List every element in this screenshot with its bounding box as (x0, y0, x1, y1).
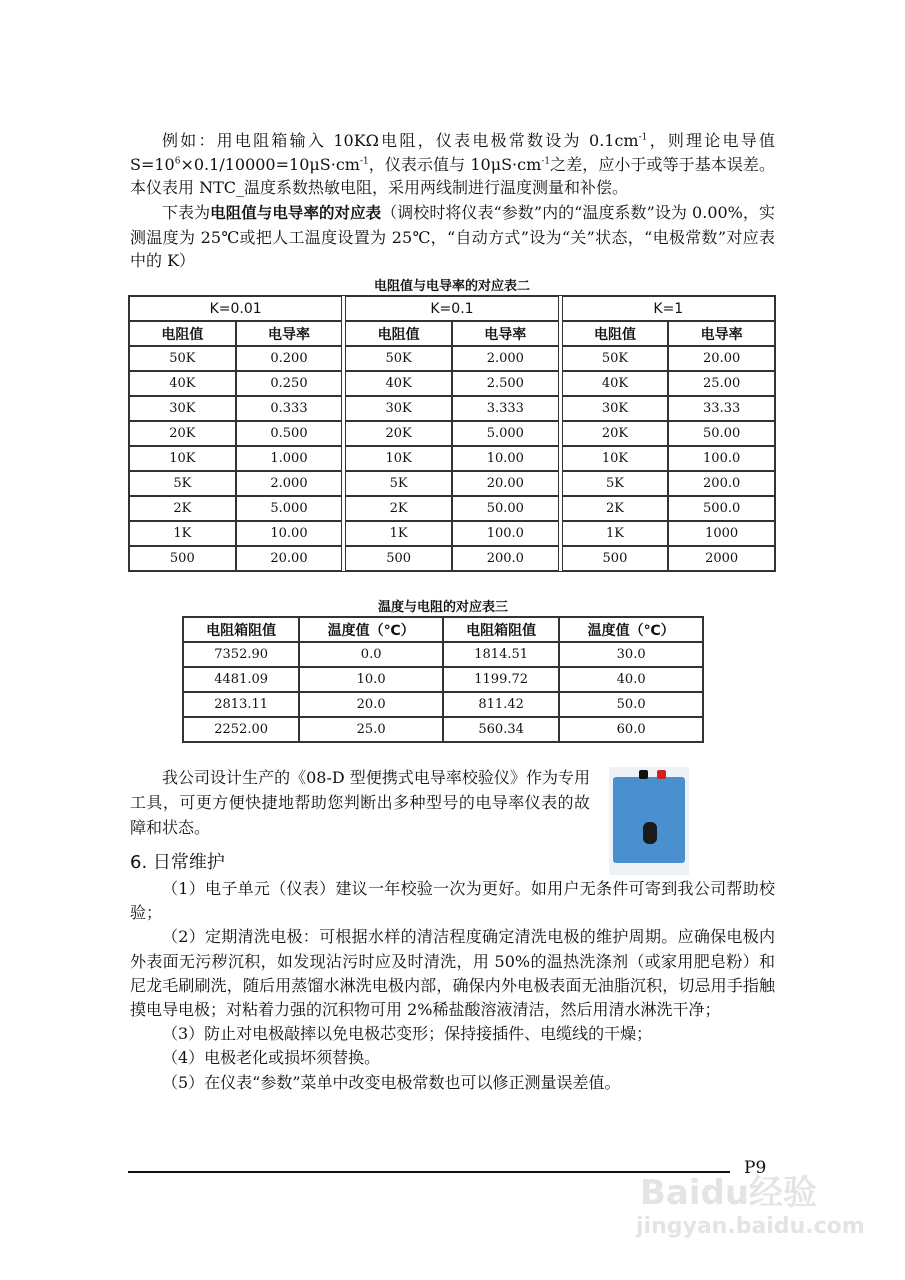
table-cell: 1K (129, 521, 236, 546)
table-cell: 10.00 (236, 521, 343, 546)
table-cell: 1K (345, 521, 452, 546)
table-cell: 500 (345, 546, 452, 571)
group-header: K=0.01 (129, 296, 342, 321)
table3-caption: 温度与电阻的对应表三 (377, 600, 508, 615)
red-terminal-icon (657, 770, 666, 779)
table-row (129, 346, 775, 371)
table-row (129, 396, 775, 421)
table-cell: 1814.51 (443, 642, 559, 667)
table-cell: 7352.90 (183, 642, 299, 667)
table-cell: 30K (562, 396, 669, 421)
table-cell: 200.0 (668, 471, 775, 496)
table-cell: 1.000 (236, 446, 343, 471)
table-row (183, 692, 703, 717)
table-cell: 50.00 (452, 496, 559, 521)
table-cell: 10.0 (299, 667, 443, 692)
table-cell: 5K (562, 471, 669, 496)
intro-paragraph-1 (130, 129, 775, 200)
table-cell: 25.00 (668, 371, 775, 396)
list-item: （4）电极老化或损坏须替换。 (162, 1048, 381, 1068)
table-cell: 2000 (668, 546, 775, 571)
bold-text: 电阻值与电导率的对应表 (210, 204, 382, 222)
table-cell: 20K (345, 421, 452, 446)
table-cell: 2.000 (236, 471, 343, 496)
table-cell: 500 (562, 546, 669, 571)
group-header: K=0.1 (345, 296, 558, 321)
table2-caption: 电阻值与电导率的对应表二 (373, 279, 530, 294)
column-header: 电阻箱阻值 (443, 617, 559, 642)
watermark-brand: Baidu经验 (640, 1173, 818, 1213)
table-cell: 20K (129, 421, 236, 446)
table-cell: 4481.09 (183, 667, 299, 692)
table-row (129, 521, 775, 546)
text: -1 (359, 156, 369, 167)
text: ，则理论电导值 S=10 (130, 131, 775, 174)
table-row (129, 371, 775, 396)
table-cell: 2K (129, 496, 236, 521)
table-cell: 20.00 (236, 546, 343, 571)
table-row (183, 717, 703, 742)
table-cell: 500 (129, 546, 236, 571)
column-header: 电阻值 (562, 321, 669, 346)
table-cell: 5.000 (452, 421, 559, 446)
table-cell: 30.0 (559, 642, 703, 667)
table-cell: 25.0 (299, 717, 443, 742)
table-cell: 0.333 (236, 396, 343, 421)
column-header: 电阻箱阻值 (183, 617, 299, 642)
promo-paragraph: 我公司设计生产的《08-D 型便携式电导率校验仪》作为专用工具，可更方便快捷地帮助您判断出多种型号的电导率仪表的故障和状态。 (130, 768, 590, 837)
column-header: 电导率 (668, 321, 775, 346)
table-row (129, 496, 775, 521)
column-header-row (129, 321, 775, 346)
table-cell: 50.00 (668, 421, 775, 446)
table-cell: 40.0 (559, 667, 703, 692)
table-cell: 20.0 (299, 692, 443, 717)
text: 例如：用电阻箱输入 10KΩ电阻，仪表电极常数设为 0.1cm (162, 131, 639, 150)
intro-paragraph-2 (130, 201, 775, 273)
table-cell: 100.0 (452, 521, 559, 546)
maintenance-list (130, 877, 775, 1095)
temperature-resistance-table (182, 616, 704, 743)
column-header: 电导率 (236, 321, 343, 346)
table-row (129, 421, 775, 446)
table-cell: 30K (129, 396, 236, 421)
black-terminal-icon (639, 770, 648, 779)
text: 6 (174, 156, 181, 167)
table-cell: 1000 (668, 521, 775, 546)
table-cell: 40K (129, 371, 236, 396)
table-row (183, 642, 703, 667)
table-cell: 2.000 (452, 346, 559, 371)
table-cell: 5K (345, 471, 452, 496)
list-item: （2）定期清洗电极：可根据水样的清洁程度确定清洗电极的维护周期。应确保电极内外表面无污秽沉积，如发现沾污时应及时清洗，用 50%的温热洗涤剂（或家用肥皂粉）和尼龙毛刷刷洗，随后用蒸馏水淋洗电极内部，确保内外电极表面无油脂沉积，切忌用手指触摸电导电极；对粘着力强的沉积物可用 2%稀盐酸溶液清洁，然后用清水淋洗干净； (130, 927, 775, 1020)
knob-icon (643, 822, 657, 844)
text: 下表为 (162, 203, 211, 222)
list-item: （1）电子单元（仪表）建议一年校验一次为更好。如用户无条件可寄到我公司帮助校验； (130, 879, 775, 923)
table-cell: 0.0 (299, 642, 443, 667)
column-header: 电阻值 (345, 321, 452, 346)
table-cell: 20.00 (452, 471, 559, 496)
column-header: 电导率 (452, 321, 559, 346)
table-cell: 33.33 (668, 396, 775, 421)
table-cell: 5K (129, 471, 236, 496)
list-item: （3）防止对电极敲摔以免电极芯变形；保持接插件、电缆线的干燥； (162, 1024, 653, 1044)
column-header: 温度值（℃） (559, 617, 703, 642)
page-number: P9 (744, 1158, 767, 1178)
table-cell: 10K (562, 446, 669, 471)
table-cell: 1K (562, 521, 669, 546)
table-cell: 50.0 (559, 692, 703, 717)
table-cell: 10.00 (452, 446, 559, 471)
table-cell: 2K (562, 496, 669, 521)
table-row (183, 667, 703, 692)
table-cell: 40K (562, 371, 669, 396)
device-body (613, 777, 685, 863)
text: ×0.1/10000=10μS·cm (180, 154, 360, 174)
table-cell: 560.34 (443, 717, 559, 742)
table-cell: 10K (129, 446, 236, 471)
header-row (183, 617, 703, 642)
group-header: K=1 (562, 296, 775, 321)
text: ，仪表示值与 10μS·cm (368, 154, 542, 174)
resistance-conductivity-table (128, 295, 776, 572)
table-cell: 500.0 (668, 496, 775, 521)
list-item: （5）在仪表“参数”菜单中改变电极常数也可以修正测量误差值。 (162, 1072, 621, 1092)
table-row (129, 471, 775, 496)
text: 之差，应小于或等于基本误差。本仪表用 NTC_温度系数热敏电阻，采用两线制进行温度测量和补偿。 (130, 154, 775, 197)
table-cell: 3.333 (452, 396, 559, 421)
table-row (129, 546, 775, 571)
table-cell: 200.0 (452, 546, 559, 571)
section-heading: 6. 日常维护 (130, 852, 225, 873)
text: （调校时将仪表“参数”内的“温度系数”设为 0.00%，实测温度为 25℃或把人工温度设置为 25℃，“自动方式”设为“关”状态，“电极常数”对应表中的 K） (130, 203, 775, 270)
table-cell: 20.00 (668, 346, 775, 371)
group-header-row (129, 296, 775, 321)
table-row (129, 446, 775, 471)
table-cell: 60.0 (559, 717, 703, 742)
table-cell: 50K (345, 346, 452, 371)
table-cell: 100.0 (668, 446, 775, 471)
table-cell: 2252.00 (183, 717, 299, 742)
table-cell: 0.200 (236, 346, 343, 371)
text: -1 (541, 156, 551, 167)
table-cell: 20K (562, 421, 669, 446)
table-cell: 2.500 (452, 371, 559, 396)
table-cell: 5.000 (236, 496, 343, 521)
text: -1 (638, 132, 648, 143)
table-cell: 40K (345, 371, 452, 396)
table-cell: 0.500 (236, 421, 343, 446)
column-header: 温度值（℃） (299, 617, 443, 642)
table-cell: 2K (345, 496, 452, 521)
table-cell: 30K (345, 396, 452, 421)
table-cell: 50K (562, 346, 669, 371)
calibrator-device-image (609, 767, 689, 875)
table-cell: 50K (129, 346, 236, 371)
table-cell: 0.250 (236, 371, 343, 396)
table-cell: 10K (345, 446, 452, 471)
watermark-url: jingyan.baidu.com (636, 1214, 865, 1239)
table-cell: 1199.72 (443, 667, 559, 692)
table-cell: 811.42 (443, 692, 559, 717)
column-header: 电阻值 (129, 321, 236, 346)
table-cell: 2813.11 (183, 692, 299, 717)
